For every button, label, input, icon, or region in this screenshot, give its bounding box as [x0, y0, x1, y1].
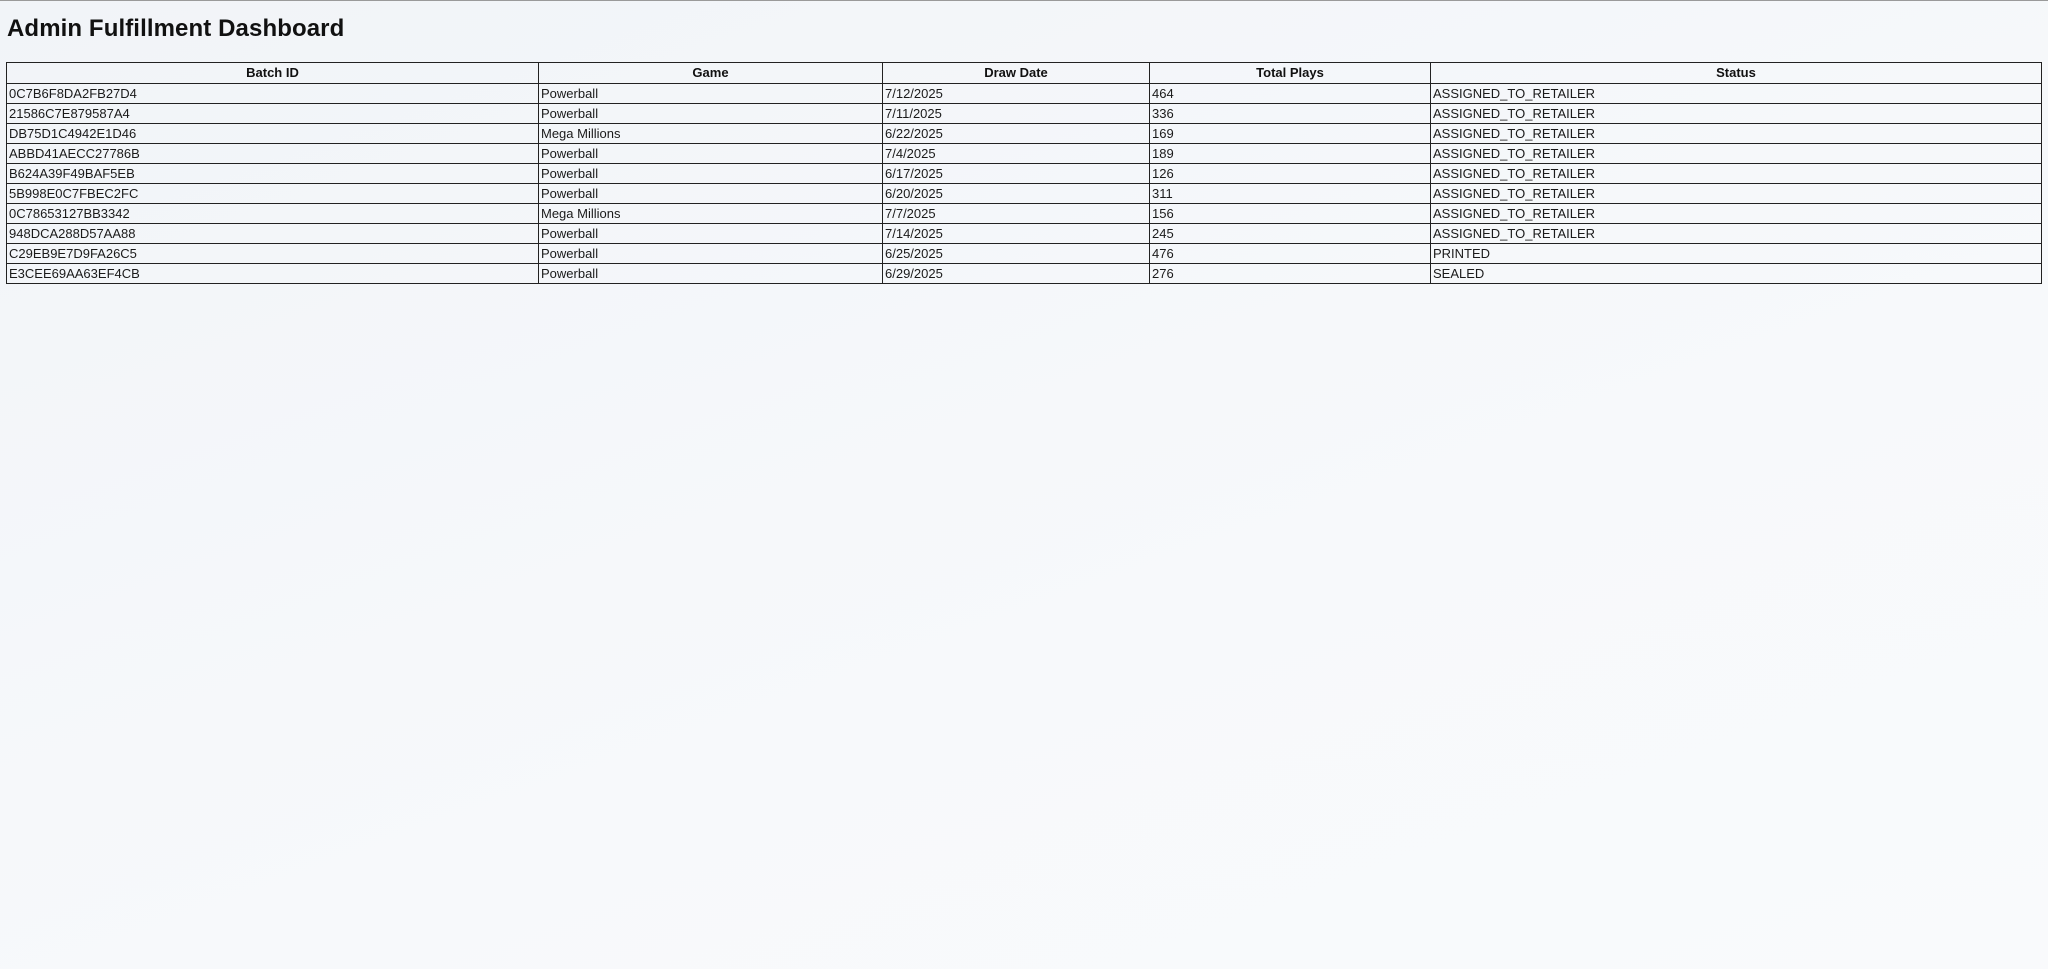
- table-row: [7, 184, 2042, 204]
- cell-batch-id: E3CEE69AA63EF4CB: [7, 264, 539, 284]
- cell-draw-date: 7/7/2025: [883, 204, 1150, 224]
- cell-draw-date: 7/14/2025: [883, 224, 1150, 244]
- table-row: [7, 224, 2042, 244]
- cell-status: ASSIGNED_TO_RETAILER: [1431, 104, 2042, 124]
- table-header-row: [7, 63, 2042, 84]
- cell-game: Powerball: [539, 184, 883, 204]
- cell-draw-date: 7/4/2025: [883, 144, 1150, 164]
- cell-total-plays: 276: [1150, 264, 1431, 284]
- cell-game: Powerball: [539, 84, 883, 104]
- cell-game: Powerball: [539, 164, 883, 184]
- cell-game: Powerball: [539, 264, 883, 284]
- cell-status: ASSIGNED_TO_RETAILER: [1431, 204, 2042, 224]
- cell-total-plays: 464: [1150, 84, 1431, 104]
- cell-batch-id: 0C7B6F8DA2FB27D4: [7, 84, 539, 104]
- table-row: [7, 164, 2042, 184]
- cell-status: ASSIGNED_TO_RETAILER: [1431, 224, 2042, 244]
- cell-status: ASSIGNED_TO_RETAILER: [1431, 184, 2042, 204]
- cell-game: Powerball: [539, 144, 883, 164]
- cell-draw-date: 6/22/2025: [883, 124, 1150, 144]
- cell-total-plays: 245: [1150, 224, 1431, 244]
- cell-game: Powerball: [539, 104, 883, 124]
- cell-batch-id: DB75D1C4942E1D46: [7, 124, 539, 144]
- cell-status: ASSIGNED_TO_RETAILER: [1431, 144, 2042, 164]
- table-row: [7, 84, 2042, 104]
- cell-total-plays: 189: [1150, 144, 1431, 164]
- cell-batch-id: B624A39F49BAF5EB: [7, 164, 539, 184]
- table-row: [7, 204, 2042, 224]
- cell-batch-id: 21586C7E879587A4: [7, 104, 539, 124]
- cell-draw-date: 6/17/2025: [883, 164, 1150, 184]
- cell-batch-id: 948DCA288D57AA88: [7, 224, 539, 244]
- table-row: [7, 104, 2042, 124]
- batches-table: [6, 62, 2042, 284]
- header-total-plays: Total Plays: [1150, 63, 1431, 84]
- cell-total-plays: 126: [1150, 164, 1431, 184]
- cell-total-plays: 336: [1150, 104, 1431, 124]
- cell-game: Mega Millions: [539, 204, 883, 224]
- cell-draw-date: 6/29/2025: [883, 264, 1150, 284]
- cell-total-plays: 169: [1150, 124, 1431, 144]
- table-row: [7, 124, 2042, 144]
- cell-batch-id: ABBD41AECC27786B: [7, 144, 539, 164]
- table-row: [7, 244, 2042, 264]
- cell-status: SEALED: [1431, 264, 2042, 284]
- cell-batch-id: 5B998E0C7FBEC2FC: [7, 184, 539, 204]
- header-batch-id: Batch ID: [7, 63, 539, 84]
- page-title: Admin Fulfillment Dashboard: [7, 15, 345, 42]
- cell-draw-date: 7/11/2025: [883, 104, 1150, 124]
- cell-draw-date: 6/25/2025: [883, 244, 1150, 264]
- cell-draw-date: 7/12/2025: [883, 84, 1150, 104]
- cell-game: Mega Millions: [539, 124, 883, 144]
- cell-total-plays: 311: [1150, 184, 1431, 204]
- table-row: [7, 144, 2042, 164]
- cell-batch-id: 0C78653127BB3342: [7, 204, 539, 224]
- table-row: [7, 264, 2042, 284]
- cell-status: ASSIGNED_TO_RETAILER: [1431, 124, 2042, 144]
- cell-draw-date: 6/20/2025: [883, 184, 1150, 204]
- cell-total-plays: 476: [1150, 244, 1431, 264]
- cell-game: Powerball: [539, 244, 883, 264]
- header-game: Game: [539, 63, 883, 84]
- header-draw-date: Draw Date: [883, 63, 1150, 84]
- cell-status: ASSIGNED_TO_RETAILER: [1431, 164, 2042, 184]
- cell-status: ASSIGNED_TO_RETAILER: [1431, 84, 2042, 104]
- cell-game: Powerball: [539, 224, 883, 244]
- cell-total-plays: 156: [1150, 204, 1431, 224]
- cell-status: PRINTED: [1431, 244, 2042, 264]
- header-status: Status: [1431, 63, 2042, 84]
- cell-batch-id: C29EB9E7D9FA26C5: [7, 244, 539, 264]
